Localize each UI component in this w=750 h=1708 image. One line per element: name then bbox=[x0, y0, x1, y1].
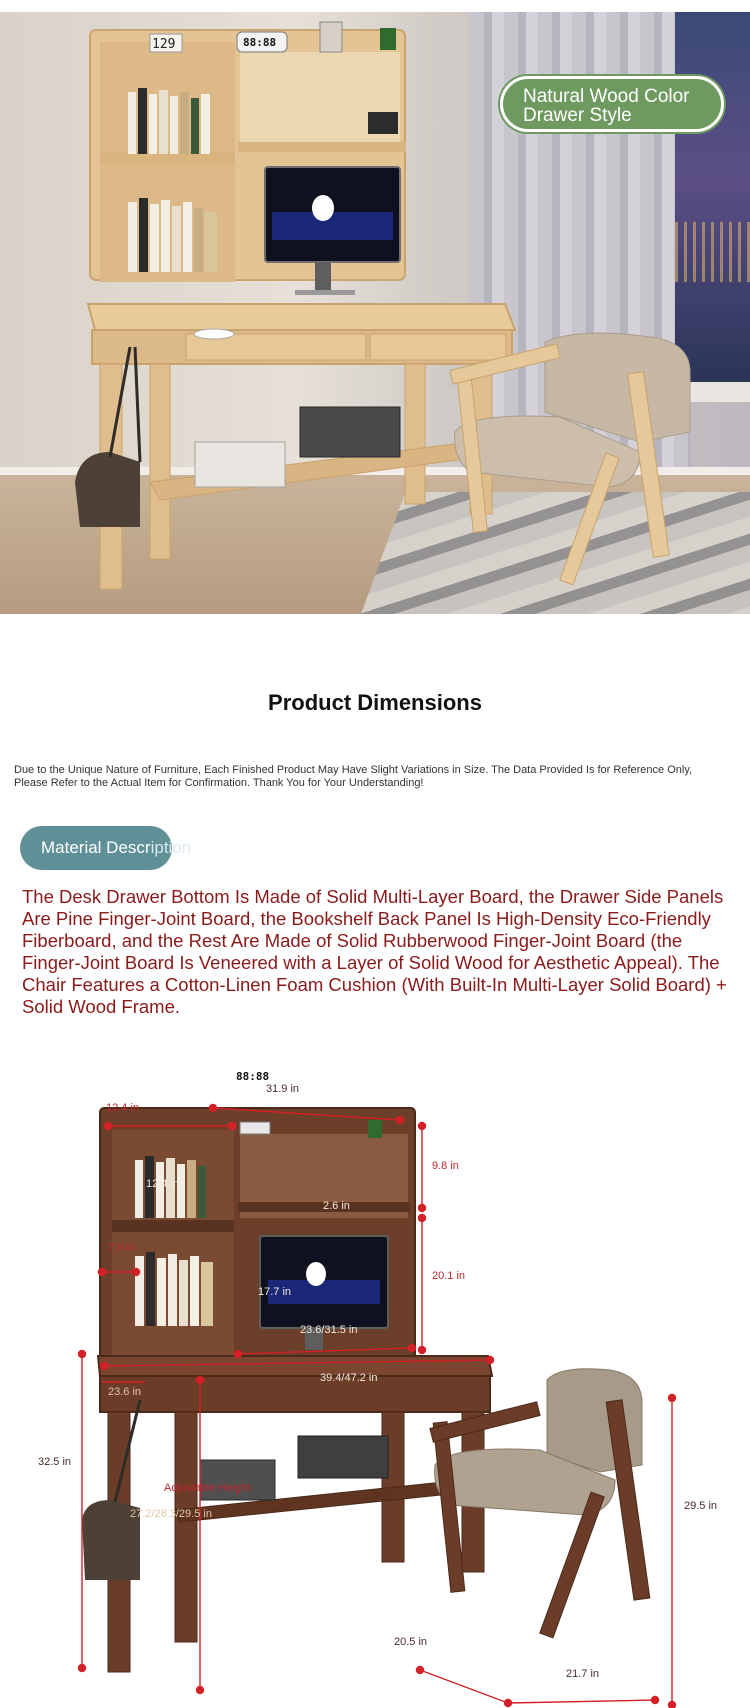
dim-monitor-height: 17.7 in bbox=[258, 1286, 292, 1298]
dim-top-width: 31.9 in bbox=[266, 1083, 300, 1095]
diagram-clock-display: 88:88 bbox=[236, 1070, 270, 1083]
calendar-digits: 129 bbox=[152, 37, 176, 52]
dim-chair-height: 29.5 in bbox=[684, 1500, 718, 1512]
dim-desk-depth: 23.6 in bbox=[108, 1386, 142, 1398]
dim-upper-height: 9.8 in bbox=[432, 1160, 459, 1172]
dim-hutch-height: 20.1 in bbox=[432, 1270, 466, 1282]
dim-adjustable-label: Adjustable Height bbox=[164, 1482, 251, 1494]
material-description-pill bbox=[20, 826, 192, 870]
dim-side-gap: 7.9 in bbox=[108, 1242, 135, 1254]
material-description-text: The Desk Drawer Bottom Is Made of Solid Multi-Layer Board, the Drawer Side Panels Are Pine Finger-Joint Board, the Bookshelf Back Panel Is High-Density Eco-Friendly Fiberboard, and the Rest Are Made of Solid Rubberwood Finger-Joint Board (the Finger-Joint Board Is Veneered with a Layer of Solid Wood for Aesthetic Appeal). The Chair Features a Cotton-Linen Foam Cushion (With Built-In Multi-Layer Solid Board) + Solid Wood Frame. bbox=[22, 886, 727, 1017]
dim-hutch-inner-width: 23.6/31.5 in bbox=[300, 1324, 358, 1336]
pill-label-main: Material Descr bbox=[41, 838, 151, 857]
clock-display: 88:88 bbox=[243, 36, 277, 49]
diagram-illustration bbox=[0, 1060, 750, 1708]
badge-line-1: Natural Wood Color bbox=[523, 86, 690, 107]
dim-shelf-depth: 2.6 in bbox=[323, 1200, 350, 1212]
pill-label-fade: iption bbox=[150, 838, 192, 857]
size-disclaimer: Due to the Unique Nature of Furniture, Each Finished Product May Have Slight Variations in Size. The Data Provided Is for Reference Only, Please Refer to the Actual Item for Confirmation. Thank You for Your Understanding! bbox=[14, 764, 693, 789]
dimension-diagram bbox=[0, 1060, 750, 1708]
dim-shelf-inner: 12.4 in bbox=[146, 1178, 180, 1190]
dim-chair-depth: 20.5 in bbox=[394, 1636, 428, 1648]
style-badge bbox=[500, 76, 724, 132]
dim-chair-width: 21.7 in bbox=[566, 1668, 600, 1680]
dim-shelf-width: 12.4 in bbox=[106, 1102, 140, 1114]
chair bbox=[450, 333, 690, 585]
dim-desk-width: 39.4/47.2 in bbox=[320, 1372, 378, 1384]
badge-line-2: Drawer Style bbox=[523, 105, 632, 126]
dim-adjustable-values: 27.2/28.3/29.5 in bbox=[130, 1508, 212, 1520]
dim-desk-height: 32.5 in bbox=[38, 1456, 72, 1468]
section-title-dimensions: Product Dimensions bbox=[268, 690, 482, 715]
hero-product-photo bbox=[0, 12, 750, 614]
